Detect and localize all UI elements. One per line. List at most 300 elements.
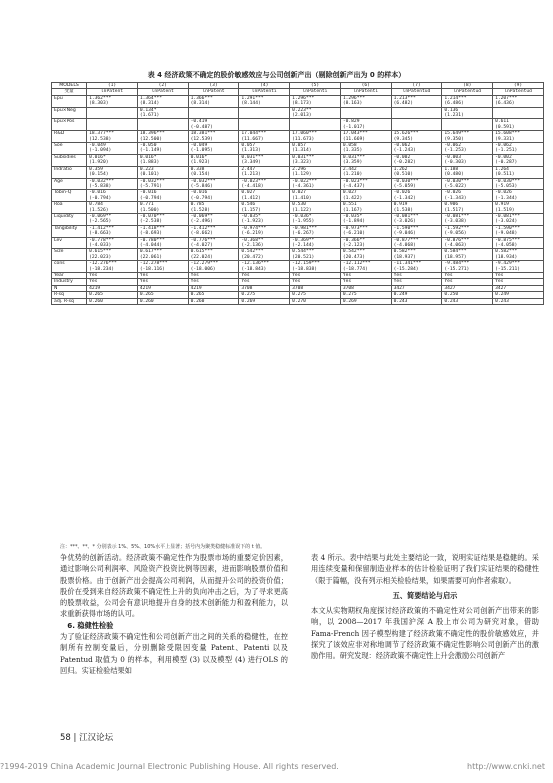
value-cell: [493, 237, 544, 249]
coefficient-value: -0.050: [139, 143, 157, 149]
header-cell: (6): [340, 83, 391, 89]
t-statistic-value: (3.359): [342, 160, 363, 166]
value-cell: [239, 225, 290, 237]
value-cell: [493, 166, 544, 178]
coefficient-value: 0.542***: [241, 249, 264, 255]
row-label-cell: Epu: [52, 95, 87, 107]
t-statistic-value: (-5.846): [190, 183, 213, 189]
right-paragraph-1: 表 4 所示。表中结果与此处主要结论一致，说明实证结果是稳健的。采用连续变量和保留制造业样本的估计检验证明了我们实证结果的稳健性（限于篇幅，没有列示相关检验结果，如果需要可向作者索取）。: [311, 553, 539, 585]
coefficient-value: Yes: [342, 279, 352, 285]
coefficient-value: -0.776***: [190, 237, 216, 243]
header-cell: (1): [87, 83, 138, 89]
value-cell: [239, 249, 290, 261]
t-statistic-value: (-1.017): [342, 124, 365, 130]
value-cell: [188, 107, 239, 119]
row-label-cell: R&D: [52, 131, 87, 143]
value-cell: [87, 166, 138, 178]
value-cell: [391, 237, 442, 249]
coefficient-value: 0.223: [139, 166, 154, 172]
coefficient-value: Yes: [495, 273, 504, 278]
coefficient-value: 1.207***: [495, 95, 518, 101]
t-statistic-value: (-1.343): [444, 195, 467, 201]
value-cell: [340, 225, 391, 237]
value-cell: [239, 143, 290, 155]
coefficient-value: -0.081***: [495, 213, 521, 219]
t-statistic-value: [191, 113, 237, 118]
table-row: [52, 261, 544, 273]
coefficient-value: -0.369**: [292, 237, 315, 243]
value-cell: [442, 166, 493, 178]
header-label-cell: 变量: [52, 89, 87, 95]
coefficient-value: 15.608***: [495, 131, 521, 137]
coefficient-value: 1.362***: [89, 95, 112, 101]
t-statistic-value: (-4.063): [444, 242, 467, 248]
coefficient-value: 0.016*: [139, 154, 157, 160]
header-cell: lnPatent: [188, 89, 239, 95]
table-row: [52, 119, 544, 131]
coefficient-value: -0.069**: [190, 213, 213, 219]
value-cell: [493, 131, 544, 143]
t-statistic-value: (0.511): [495, 172, 515, 178]
coefficient-value: -1.590***: [495, 225, 521, 231]
t-statistic-value: (11.673): [292, 136, 315, 142]
table-row: [52, 143, 544, 155]
coefficient-value: 1.213***: [393, 95, 416, 101]
coefficient-value: -0.778***: [89, 237, 115, 243]
value-cell: [188, 225, 239, 237]
header-cell: (9): [493, 83, 544, 89]
t-statistic-value: (1.923): [190, 160, 210, 166]
t-statistic-value: (-8.662): [190, 231, 213, 237]
value-cell: [188, 213, 239, 225]
left-paragraph-2: 为了验证经济政策不确定性和公司创新产出之间的关系的稳健性，在控制所有控制变量后，分别删除受限因变量 Patent、Patenti 以及 Patentud 取值为 0 的样本，利用模型 (3) 以及模型 (4) 进行OLS 的回归。实证检验结果如: [60, 632, 288, 675]
t-statistic-value: (3.323): [292, 160, 312, 166]
coefficient-value: 4219: [89, 285, 101, 291]
value-cell: [290, 95, 341, 107]
value-cell: [290, 261, 341, 273]
coefficient-value: -0.062: [393, 143, 411, 149]
coefficient-value: 0.275: [342, 292, 357, 298]
t-statistic-value: (22.023): [89, 254, 112, 260]
section-heading: 五、简要结论与启示: [392, 590, 458, 600]
t-statistic-value: (-4.044): [139, 242, 162, 248]
value-cell: [493, 261, 544, 273]
t-statistic-value: (-9.048): [495, 231, 518, 237]
value-cell: [87, 154, 138, 166]
coefficient-value: 18.381***: [190, 131, 216, 137]
coefficient-value: -0.974***: [241, 225, 267, 231]
t-statistic-value: (8.163): [342, 101, 363, 107]
value-cell: [493, 119, 544, 131]
coefficient-value: 0.265: [139, 292, 154, 298]
coefficient-value: 0.530: [292, 202, 306, 208]
value-cell: [87, 213, 138, 225]
value-cell: [188, 143, 239, 155]
value-cell: [239, 213, 290, 225]
coefficient-value: -0.368**: [241, 237, 264, 243]
coefficient-value: 0.542***: [342, 249, 365, 255]
value-cell: [239, 202, 290, 214]
t-statistic-value: (-1.955): [292, 219, 315, 225]
value-cell: [442, 213, 493, 225]
value-cell: [188, 202, 239, 214]
value-cell: [442, 107, 493, 119]
row-label-cell: Size: [52, 249, 87, 261]
coefficient-value: -0.829: [342, 119, 360, 125]
value-cell: [340, 95, 391, 107]
coefficient-value: 0.031***: [292, 154, 315, 160]
value-cell: [137, 178, 188, 190]
coefficient-value: 0.785: [190, 202, 205, 208]
coefficient-value: 2.442: [342, 166, 357, 172]
coefficient-value: -0.981***: [292, 225, 318, 231]
coefficient-value: 0.784: [89, 202, 103, 208]
coefficient-value: 0.338: [190, 166, 205, 172]
copyright-text: ?1994-2019 China Academic Journal Electronic Publishing House. All rights reserved.: [0, 762, 339, 771]
t-statistic-value: (-1.251): [495, 148, 518, 154]
value-cell: [87, 237, 138, 249]
value-cell: [87, 178, 138, 190]
t-statistic-value: (1.422): [342, 195, 363, 201]
value-cell: [340, 143, 391, 155]
coefficient-value: -0.026: [444, 190, 461, 196]
t-statistic-value: [140, 125, 186, 130]
t-statistic-value: (-0.794): [139, 195, 162, 201]
t-statistic-value: (-8.693): [139, 231, 162, 237]
t-statistic-value: (-15.211): [495, 266, 521, 272]
t-statistic-value: (6.486): [444, 101, 464, 107]
value-cell: [137, 202, 188, 214]
row-label-cell: Age: [52, 178, 87, 190]
coefficient-value: 1.264: [495, 166, 509, 172]
value-cell: [493, 178, 544, 190]
value-cell: [137, 143, 188, 155]
t-statistic-value: (1.517): [444, 207, 464, 213]
value-cell: [239, 154, 290, 166]
t-statistic-value: (1.122): [292, 207, 312, 213]
value-cell: [340, 154, 391, 166]
t-statistic-value: (0.510): [393, 172, 413, 178]
value-cell: [188, 131, 239, 143]
t-statistic-value: (-6.219): [241, 231, 264, 237]
left-column: [60, 552, 288, 676]
t-statistic-value: (-5.838): [89, 183, 112, 189]
table-row: [52, 154, 544, 166]
coefficient-value: 0.136: [444, 107, 459, 113]
coefficient-value: 0.617***: [139, 249, 162, 255]
coefficient-value: 3427: [444, 285, 456, 291]
coefficient-value: 0.359: [89, 166, 103, 172]
t-statistic-value: (-1.894): [342, 219, 365, 225]
coefficient-value: 1.214***: [444, 95, 467, 101]
table-row: [52, 107, 544, 119]
t-statistic-value: (20.521): [292, 254, 315, 260]
table-row: [52, 202, 544, 214]
coefficient-value: -12.159***: [292, 261, 320, 267]
coefficient-value: -0.419: [190, 119, 208, 125]
value-cell: [87, 119, 138, 131]
table-note: 注：***、**、* 分别表示 1%、5%、10%水平上显著；括号内为聚类稳健标准误下的 t 值。: [60, 544, 266, 550]
value-cell: [391, 225, 442, 237]
coefficient-value: -0.049: [89, 143, 106, 149]
value-cell: [137, 261, 188, 273]
coefficient-value: 15.649***: [444, 131, 470, 137]
coefficient-value: -0.366**: [342, 237, 365, 243]
t-statistic-value: (8.314): [190, 101, 210, 107]
row-label-cell: R-sq: [52, 292, 87, 298]
t-statistic-value: (11.669): [342, 136, 365, 142]
t-statistic-value: (-2.565): [89, 219, 112, 225]
coefficient-value: Yes: [190, 279, 199, 285]
coefficient-value: 0.270: [292, 298, 306, 304]
value-cell: [340, 298, 391, 304]
value-cell: [391, 154, 442, 166]
coefficient-value: 0.058: [342, 143, 357, 149]
coefficient-value: Yes: [292, 273, 301, 278]
value-cell: [442, 225, 493, 237]
coefficient-value: -0.030***: [495, 178, 521, 184]
coefficient-value: -0.032***: [190, 178, 216, 184]
t-statistic-value: (8.173): [292, 101, 312, 107]
coefficient-value: Yes: [393, 279, 402, 285]
right-paragraph-2: 本文从实物期权角度探讨经济政策的不确定性对公司创新产出带来的影响，以 2008—2017 年我国沪深 A 股上市公司为研究对象，借助 Fama-French 因子模型构建了经济政策不确定性的股价敏感效应，并探究了该效应非对称地调节了经济政策不确定性影响公司创新产出的激励作用。研究发现：经济政策不确定性上升会激励公司创新产: [311, 606, 539, 661]
value-cell: [188, 154, 239, 166]
t-statistic-value: (1.526): [89, 207, 109, 213]
t-statistic-value: (-9.046): [393, 231, 416, 237]
header-cell: lnPatentud: [442, 89, 493, 95]
coefficient-value: -0.875***: [495, 237, 521, 243]
t-statistic-value: (1.410): [292, 195, 312, 201]
table-row: [52, 298, 544, 304]
value-cell: [391, 107, 442, 119]
header-cell: lnPatentud: [391, 89, 442, 95]
t-statistic-value: (1.157): [241, 207, 261, 213]
t-statistic-value: (20.472): [241, 254, 264, 260]
table-row: [52, 190, 544, 202]
value-cell: [290, 119, 341, 131]
header-cell: (4): [239, 83, 290, 89]
value-cell: [137, 107, 188, 119]
value-cell: [239, 298, 290, 304]
coefficient-value: Yes: [190, 273, 199, 278]
t-statistic-value: (-1.253): [444, 148, 467, 154]
coefficient-value: -0.081***: [444, 213, 470, 219]
t-statistic-value: (3.349): [241, 160, 261, 166]
t-statistic-value: [241, 113, 287, 118]
t-statistic-value: (1.538): [393, 207, 413, 213]
t-statistic-value: (-0.287): [495, 160, 518, 166]
value-cell: [442, 95, 493, 107]
t-statistic-value: (1.412): [241, 195, 261, 201]
t-statistic-value: (-2.136): [241, 242, 264, 248]
coefficient-value: -1.592***: [444, 225, 470, 231]
header-cell: lnPatent: [137, 89, 188, 95]
value-cell: [442, 131, 493, 143]
row-label-cell: Soe: [52, 143, 87, 155]
table-row: [52, 166, 544, 178]
t-statistic-value: [495, 113, 541, 118]
t-statistic-value: (-4.361): [292, 183, 315, 189]
header-cell: (2): [137, 83, 188, 89]
coefficient-value: 0.615***: [190, 249, 213, 255]
coefficient-value: 0.016*: [190, 154, 208, 160]
value-cell: [137, 237, 188, 249]
value-cell: [442, 237, 493, 249]
value-cell: [442, 178, 493, 190]
value-cell: [442, 190, 493, 202]
t-statistic-value: (-0.487): [190, 124, 213, 130]
value-cell: [290, 225, 341, 237]
value-cell: [442, 261, 493, 273]
coefficient-value: -12.279***: [190, 261, 219, 267]
row-label-cell: Tobin-Q: [52, 190, 87, 202]
coefficient-value: Yes: [89, 273, 98, 278]
coefficient-value: Yes: [342, 273, 352, 278]
header-cell: lnPatenti: [290, 89, 341, 95]
value-cell: [188, 178, 239, 190]
coefficient-value: -0.973***: [342, 225, 368, 231]
value-cell: [340, 131, 391, 143]
row-label-cell: Epu×Neg: [52, 107, 87, 119]
value-cell: [290, 202, 341, 214]
coefficient-value: -0.030***: [393, 178, 419, 184]
coefficient-value: -0.035*: [241, 213, 261, 219]
coefficient-value: Yes: [444, 279, 453, 285]
t-statistic-value: [292, 125, 338, 130]
t-statistic-value: (-4.058): [495, 242, 518, 248]
coefficient-value: -0.069**: [89, 213, 112, 219]
value-cell: [340, 202, 391, 214]
value-cell: [340, 249, 391, 261]
t-statistic-value: (2.013): [292, 113, 312, 119]
value-cell: [290, 143, 341, 155]
coefficient-value: -0.780***: [139, 237, 165, 243]
t-statistic-value: (-6.267): [292, 231, 315, 237]
coefficient-value: Yes: [393, 273, 402, 278]
coefficient-value: 0.544***: [292, 249, 315, 255]
header-cell: lnPatenti: [239, 89, 290, 95]
coefficient-value: -0.023***: [342, 178, 368, 184]
value-cell: [239, 261, 290, 273]
coefficient-value: Yes: [241, 279, 250, 285]
value-cell: [493, 249, 544, 261]
value-cell: [87, 202, 138, 214]
left-paragraph-1: 争优势的创新活动。经济政策不确定性作为股票市场的重要定价因素，通过影响公司利润率、风险资产投资比例等因素，进而影响股票价值和股票价格。由于创新产出会提高公司利润，从而提升公司的投资价值；股价在受到来自经济政策不确定性上升的负向冲击之后，为了寻求更高的股票收益，公司会有意识地提升自身的技术创新能力和盈利能力，以求重新获得市场的认可。: [60, 553, 288, 619]
coefficient-value: -1.418***: [139, 225, 165, 231]
t-statistic-value: (-8.663): [89, 231, 112, 237]
coefficient-value: -0.016: [190, 190, 208, 196]
coefficient-value: 0.275: [241, 292, 256, 298]
t-statistic-value: (1.528): [190, 207, 210, 213]
t-statistic-value: (12.500): [139, 136, 162, 142]
value-cell: [239, 107, 290, 119]
t-statistic-value: (-0.794): [89, 195, 112, 201]
t-statistic-value: (18.957): [444, 254, 467, 260]
coefficient-value: 3427: [393, 285, 405, 291]
coefficient-value: 1.366***: [190, 95, 213, 101]
value-cell: [391, 143, 442, 155]
value-cell: [188, 249, 239, 261]
value-cell: [239, 178, 290, 190]
t-statistic-value: (1.231): [444, 113, 464, 119]
t-statistic-value: (20.473): [342, 254, 365, 260]
t-statistic-value: (1.210): [342, 172, 363, 178]
coefficient-value: -0.032***: [89, 178, 115, 184]
coefficient-value: 0.057: [241, 143, 256, 149]
value-cell: [391, 178, 442, 190]
value-cell: [137, 225, 188, 237]
coefficient-value: -0.026: [495, 190, 512, 196]
header-cell: lnPatenti: [340, 89, 391, 95]
value-cell: [391, 95, 442, 107]
value-cell: [87, 190, 138, 202]
t-statistic-value: (1.335): [342, 148, 363, 154]
value-cell: [391, 213, 442, 225]
value-cell: [188, 166, 239, 178]
coefficient-value: 3708: [241, 285, 253, 291]
coefficient-value: -0.035*: [342, 213, 363, 219]
t-statistic-value: (22.061): [139, 254, 162, 260]
coefficient-value: 1.291***: [241, 95, 264, 101]
t-statistic-value: (-15.271): [444, 266, 470, 272]
t-statistic-value: (-18.234): [89, 266, 115, 272]
t-statistic-value: (8.144): [241, 101, 261, 107]
value-cell: [340, 166, 391, 178]
value-cell: [493, 225, 544, 237]
value-cell: [290, 154, 341, 166]
coefficient-value: -0.876***: [444, 237, 470, 243]
coefficient-value: -0.070***: [139, 213, 165, 219]
value-cell: [340, 213, 391, 225]
t-statistic-value: (-1.344): [495, 195, 518, 201]
t-statistic-value: (-18.838): [292, 266, 318, 272]
value-cell: [137, 249, 188, 261]
t-statistic-value: (9.331): [495, 136, 515, 142]
coefficient-value: -9.484***: [444, 261, 470, 267]
t-statistic-value: (-4.418): [241, 183, 264, 189]
value-cell: [87, 249, 138, 261]
row-label-cell: Tangibility: [52, 225, 87, 237]
t-statistic-value: (11.667): [241, 136, 264, 142]
coefficient-value: 0.134*: [139, 107, 157, 113]
t-statistic-value: (-5.053): [495, 183, 518, 189]
coefficient-value: 0.260: [190, 298, 205, 304]
coefficient-value: Yes: [139, 273, 149, 278]
coefficient-value: 0.582***: [495, 249, 518, 255]
header-cell: (5): [290, 83, 341, 89]
t-statistic-value: (0.154): [190, 172, 210, 178]
coefficient-value: -1.412***: [89, 225, 115, 231]
coefficient-value: -0.026: [393, 190, 411, 196]
value-cell: [391, 131, 442, 143]
coefficient-value: 0.027: [342, 190, 357, 196]
t-statistic-value: [343, 113, 389, 118]
coefficient-value: -1.412***: [190, 225, 216, 231]
coefficient-value: 0.243: [393, 298, 408, 304]
coefficient-value: 1.296***: [292, 95, 315, 101]
value-cell: [137, 190, 188, 202]
row-label-cell: Indratio: [52, 166, 87, 178]
t-statistic-value: (0.154): [89, 172, 109, 178]
t-statistic-value: (8.303): [89, 101, 109, 107]
coefficient-value: 3708: [342, 285, 354, 291]
coefficient-value: 18.396***: [139, 131, 165, 137]
t-statistic-value: (-1.095): [190, 148, 213, 154]
t-statistic-value: (18.937): [393, 254, 416, 260]
t-statistic-value: (-18.843): [241, 266, 267, 272]
coefficient-value: -0.002: [393, 154, 411, 160]
coefficient-value: 15.626***: [393, 131, 419, 137]
